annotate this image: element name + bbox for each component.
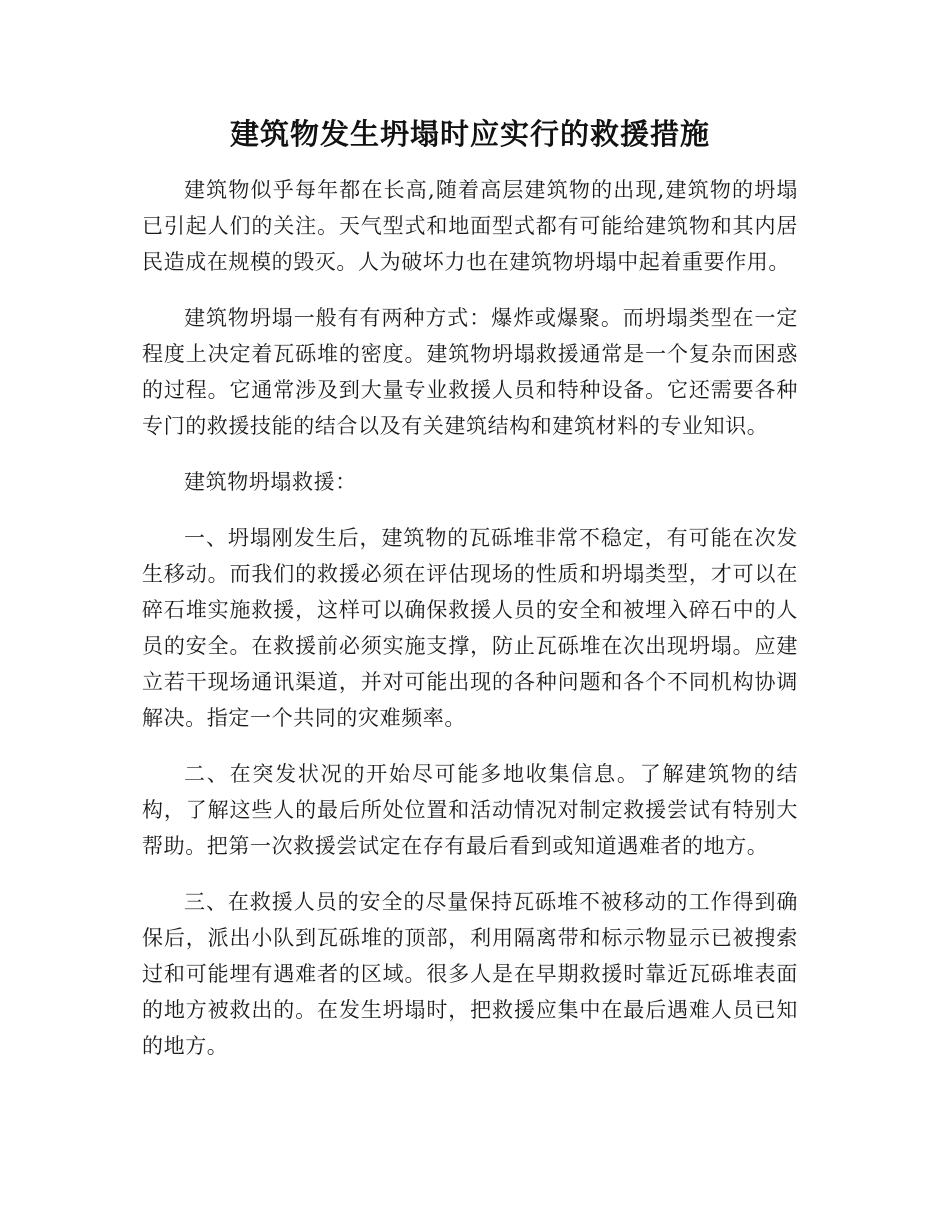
document-page <box>142 108 798 1084</box>
paragraph-step-three: 三、在救援人员的安全的尽量保持瓦砾堆不被移动的工作得到确保后，派出小队到瓦砾堆的顶部，利用隔离带和标示物显示已被搜索过和可能埋有遇难者的区域。很多人是在早期救援时靠近瓦砾堆表面的地方被救出的。在发生坍塌时，把救援应集中在最后遇难人员已知的地方。 <box>142 890 798 1058</box>
paragraph-step-two: 二、在突发状况的开始尽可能多地收集信息。了解建筑物的结构，了解这些人的最后所处位置和活动情况对制定救援尝试有特别大帮助。把第一次救援尝试定在存有最后看到或知道遇难者的地方。 <box>142 762 798 858</box>
paragraph-step-one: 一、坍塌刚发生后，建筑物的瓦砾堆非常不稳定，有可能在次发生移动。而我们的救援必须在评估现场的性质和坍塌类型，才可以在碎石堆实施救援，这样可以确保救援人员的安全和被埋入碎石中的人员的安全。在救援前必须实施支撑，防止瓦砾堆在次出现坍塌。应建立若干现场通讯渠道，并对可能出现的各种问题和各个不同机构协调解决。指定一个共同的灾难频率。 <box>142 526 798 730</box>
paragraph-intro: 建筑物似乎每年都在长高,随着高层建筑物的出现,建筑物的坍塌已引起人们的关注。天气型式和地面型式都有可能给建筑物和其内居民造成在规模的毁灭。人为破坏力也在建筑物坍塌中起着重要作用。 <box>142 178 798 274</box>
document-title: 建筑物发生坍塌时应实行的救援措施 <box>229 117 710 151</box>
paragraph-collapse-types: 建筑物坍塌一般有有两种方式：爆炸或爆聚。而坍塌类型在一定程度上决定着瓦砾堆的密度。建筑物坍塌救援通常是一个复杂而困惑的过程。它通常涉及到大量专业救援人员和特种设备。它还需要各种专门的救援技能的结合以及有关建筑结构和建筑材料的专业知识。 <box>142 306 798 438</box>
paragraph-rescue-heading: 建筑物坍塌救援： <box>184 470 357 494</box>
